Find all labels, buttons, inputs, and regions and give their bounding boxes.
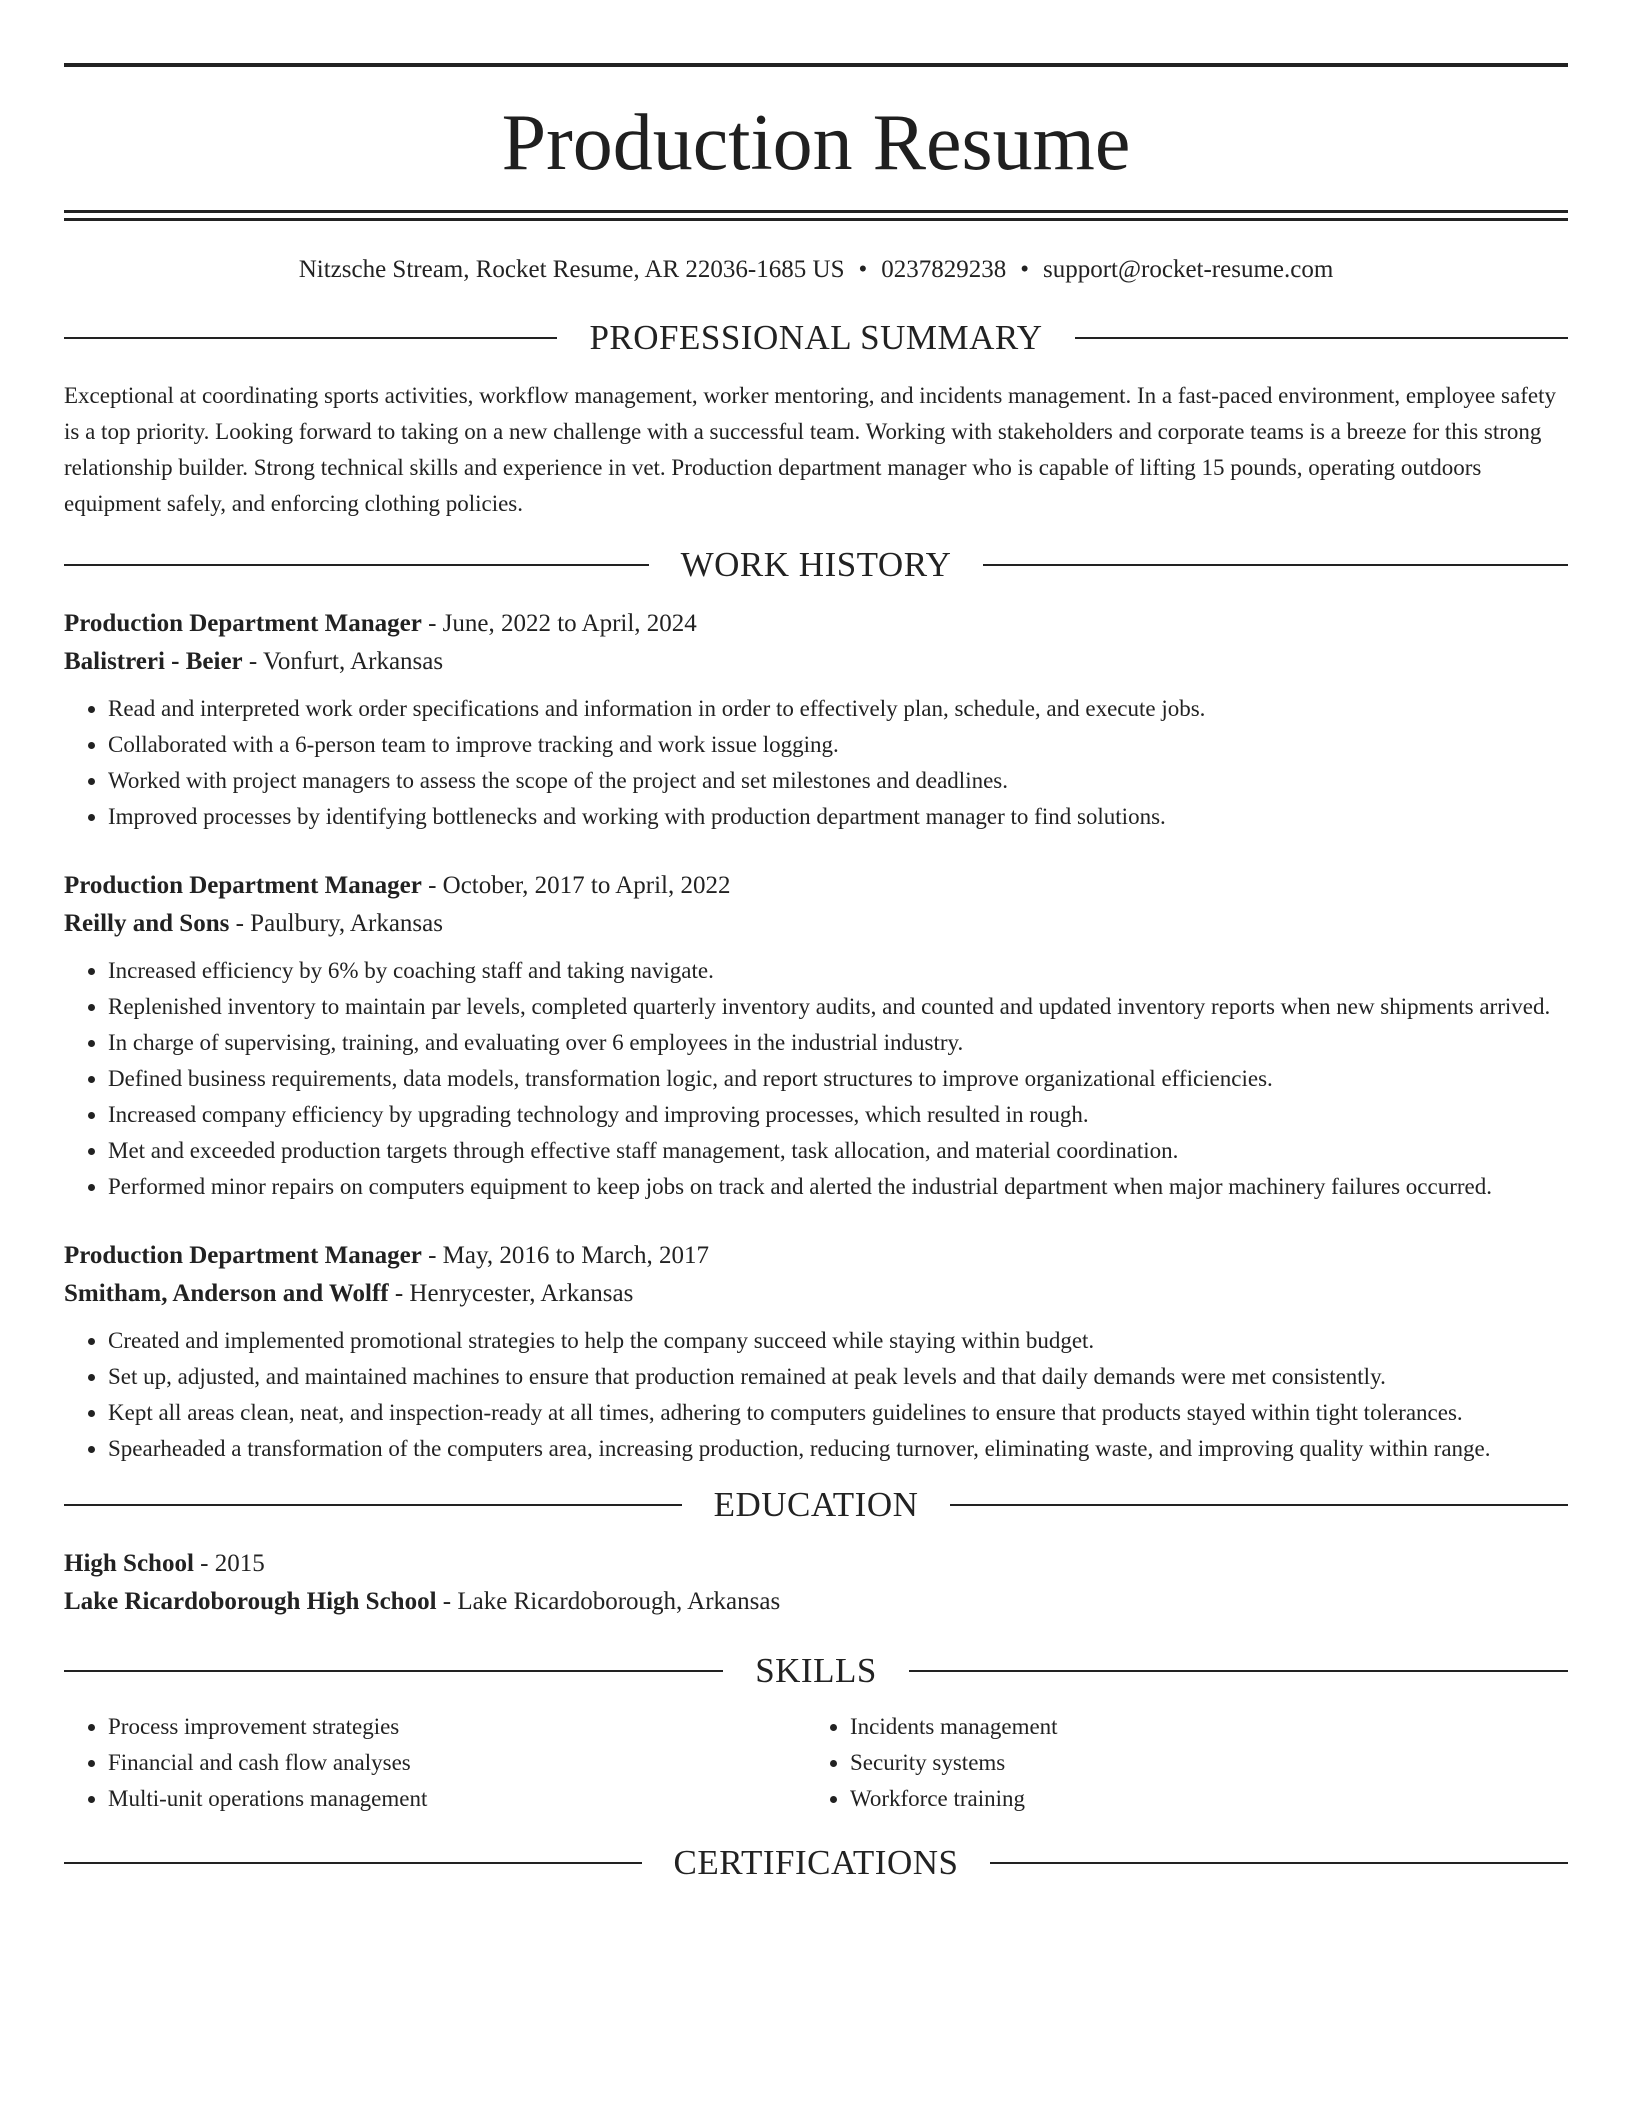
list-item: • Set up, adjusted, and maintained machines to ensure that production remained at peak levels and that daily demands were met consistently. xyxy=(108,1359,1568,1395)
section-title-education: EDUCATION xyxy=(713,1485,919,1524)
list-item: • Financial and cash flow analyses xyxy=(108,1745,806,1781)
skills-list-left xyxy=(64,1709,806,1817)
job-title: Production Department Manager xyxy=(64,872,422,899)
job-company: Reilly and Sons xyxy=(64,910,230,937)
list-item: • Multi-unit operations management xyxy=(108,1781,806,1817)
contact-line xyxy=(64,255,1568,285)
list-item: • Created and implemented promotional strategies to help the company succeed while staying within budget. xyxy=(108,1323,1568,1359)
section-header-skills xyxy=(64,1651,1568,1691)
list-item: • Kept all areas clean, neat, and inspection-ready at all times, adhering to computers guidelines to ensure that products stayed within tight tolerances. xyxy=(108,1395,1568,1431)
job-entry xyxy=(64,867,1568,1205)
job-bullets xyxy=(64,953,1568,1205)
list-item: • Read and interpreted work order specifications and information in order to effectively plan, schedule, and execute jobs. xyxy=(108,691,1568,727)
section-title-certifications: CERTIFICATIONS xyxy=(673,1843,959,1882)
job-company: Smitham, Anderson and Wolff xyxy=(64,1280,389,1307)
education-school-line xyxy=(64,1583,1568,1621)
job-bullets xyxy=(64,1323,1568,1467)
education-degree-line xyxy=(64,1545,1568,1583)
section-rule xyxy=(990,1862,1568,1864)
education-year: - 2015 xyxy=(193,1550,265,1577)
education-school: Lake Ricardoborough High School xyxy=(64,1588,437,1615)
section-header-education xyxy=(64,1485,1568,1525)
list-item: • Defined business requirements, data models, transformation logic, and report structures to improve organizational efficiencies. xyxy=(108,1061,1568,1097)
list-item: • Improved processes by identifying bottlenecks and working with production department manager to find solutions. xyxy=(108,799,1568,835)
list-item: • Met and exceeded production targets through effective staff management, task allocation, and material coordination. xyxy=(108,1133,1568,1169)
job-location: - Henrycester, Arkansas xyxy=(388,1280,634,1307)
section-rule xyxy=(64,1862,642,1864)
job-entry xyxy=(64,605,1568,835)
job-company: Balistreri - Beier xyxy=(64,648,243,675)
section-title-work: WORK HISTORY xyxy=(680,545,952,584)
job-title: Production Department Manager xyxy=(64,1242,422,1269)
job-company-line xyxy=(64,643,1568,681)
resume-title: Production Resume xyxy=(501,99,1131,187)
job-dates: - June, 2022 to April, 2024 xyxy=(421,610,697,637)
contact-separator: • xyxy=(1020,256,1029,283)
contact-phone: 0237829238 xyxy=(881,256,1007,283)
section-title-skills: SKILLS xyxy=(755,1651,877,1690)
section-header-summary xyxy=(64,318,1568,358)
list-item: • Incidents management xyxy=(850,1709,1548,1745)
contact-address: Nitzsche Stream, Rocket Resume, AR 22036-1685 US xyxy=(298,256,845,283)
section-header-work xyxy=(64,545,1568,585)
job-bullets xyxy=(64,691,1568,835)
summary-text: Exceptional at coordinating sports activities, workflow management, worker mentoring, and incidents management. In a fast-paced environment, employee safety is a top priority. Looking forward to taking on a new challenge with a successful team. Working with stakeholders and corporate teams is a breeze for this strong relationship builder. Strong technical skills and experience in vet. Production department manager who is capable of lifting 15 pounds, operating outdoors equipment safely, and enforcing clothing policies. xyxy=(64,383,1556,516)
list-item: • Collaborated with a 6-person team to improve tracking and work issue logging. xyxy=(108,727,1568,763)
skills-grid xyxy=(64,1709,1568,1817)
section-rule xyxy=(64,1504,682,1506)
job-title: Production Department Manager xyxy=(64,610,422,637)
education-location: - Lake Ricardoborough, Arkansas xyxy=(436,1588,781,1615)
list-item: • Spearheaded a transformation of the computers area, increasing production, reducing turnover, eliminating waste, and improving quality within range. xyxy=(108,1431,1568,1467)
job-title-line xyxy=(64,867,1568,905)
section-rule xyxy=(64,337,557,339)
skills-list-right xyxy=(806,1709,1548,1817)
job-title-line xyxy=(64,605,1568,643)
education-entry xyxy=(64,1545,1568,1621)
job-entry xyxy=(64,1237,1568,1467)
job-title-line xyxy=(64,1237,1568,1275)
top-rule xyxy=(64,63,1568,67)
job-location: - Paulbury, Arkansas xyxy=(229,910,443,937)
list-item: • Increased efficiency by 6% by coaching staff and taking navigate. xyxy=(108,953,1568,989)
list-item: • Security systems xyxy=(850,1745,1548,1781)
job-location: - Vonfurt, Arkansas xyxy=(242,648,444,675)
resume-page xyxy=(64,0,1568,1883)
section-rule xyxy=(64,1670,723,1672)
list-item: • Workforce training xyxy=(850,1781,1548,1817)
section-rule xyxy=(64,564,649,566)
job-dates: - October, 2017 to April, 2022 xyxy=(421,872,731,899)
list-item: • Process improvement strategies xyxy=(108,1709,806,1745)
education-degree: High School xyxy=(64,1550,194,1577)
contact-email: support@rocket-resume.com xyxy=(1043,256,1334,283)
job-company-line xyxy=(64,905,1568,943)
list-item: • Performed minor repairs on computers equipment to keep jobs on track and alerted the industrial department when major machinery failures occurred. xyxy=(108,1169,1568,1205)
job-company-line xyxy=(64,1275,1568,1313)
list-item: • Replenished inventory to maintain par levels, completed quarterly inventory audits, and counted and updated inventory reports when new shipments arrived. xyxy=(108,989,1568,1025)
list-item: • In charge of supervising, training, and evaluating over 6 employees in the industrial industry. xyxy=(108,1025,1568,1061)
section-rule xyxy=(1075,337,1568,339)
section-rule xyxy=(983,564,1568,566)
section-header-certifications xyxy=(64,1843,1568,1883)
contact-separator: • xyxy=(858,256,868,283)
title-double-rule xyxy=(64,210,1568,221)
section-rule xyxy=(950,1504,1568,1506)
job-dates: - May, 2016 to March, 2017 xyxy=(421,1242,710,1269)
section-rule xyxy=(909,1670,1568,1672)
list-item: • Increased company efficiency by upgrading technology and improving processes, which resulted in rough. xyxy=(108,1097,1568,1133)
list-item: • Worked with project managers to assess the scope of the project and set milestones and deadlines. xyxy=(108,763,1568,799)
section-title-summary: PROFESSIONAL SUMMARY xyxy=(589,318,1043,357)
